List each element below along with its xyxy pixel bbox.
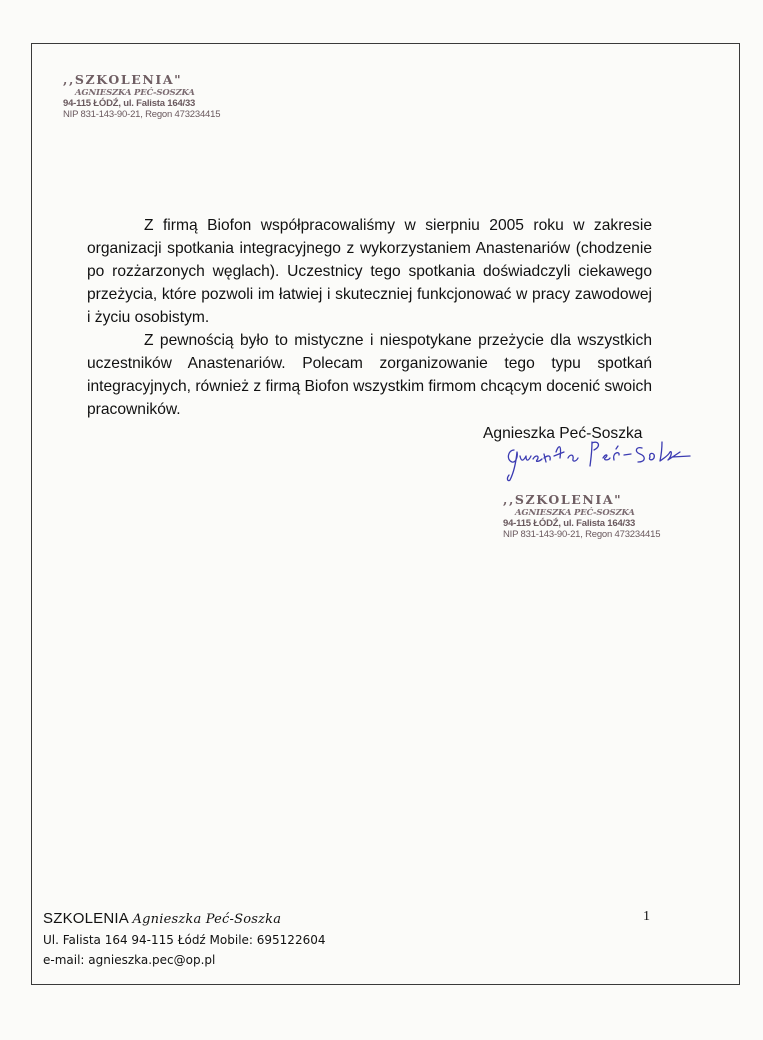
footer-person-name: Agnieszka Peć-Soszka <box>132 912 282 927</box>
page-number: 1 <box>643 909 650 924</box>
company-stamp-bottom <box>503 493 660 540</box>
letterhead-footer <box>43 910 325 967</box>
company-stamp-top <box>63 73 220 120</box>
footer-company-line <box>43 910 325 927</box>
footer-address: Ul. Falista 164 94-115 Łódź Mobile: 695122604 <box>43 933 326 947</box>
stamp-title: ,,SZKOLENIA" <box>503 492 623 507</box>
handwritten-signature <box>500 428 695 483</box>
letter-body <box>87 214 652 421</box>
stamp-tax-ids: NIP 831-143-90-21, Regon 473234415 <box>503 528 661 540</box>
stamp-owner-name: AGNIESZKA PEĆ-SOSZKA <box>75 87 195 98</box>
paragraph-2: Z pewnością było to mistyczne i niespotykane przeżycie dla wszystkich uczestników Anastenariów. Polecam zorganizowanie tego typu spotkań integracyjnych, również z firmą Biofon wszystkim firmom chcącym docenić swoich pracowników. <box>87 332 653 418</box>
stamp-address: 94-115 ŁÓDŹ, ul. Falista 164/33 <box>63 97 196 109</box>
footer-email: e-mail: agnieszka.pec@op.pl <box>43 953 216 967</box>
footer-company-name: SZKOLENIA <box>43 910 129 927</box>
stamp-tax-ids: NIP 831-143-90-21, Regon 473234415 <box>63 108 221 120</box>
stamp-address: 94-115 ŁÓDŹ, ul. Falista 164/33 <box>503 517 636 529</box>
stamp-owner-name: AGNIESZKA PEĆ-SOSZKA <box>515 507 635 518</box>
signer-name: Agnieszka Peć-Soszka <box>483 425 643 442</box>
stamp-title: ,,SZKOLENIA" <box>63 72 183 87</box>
paragraph-1: Z firmą Biofon współpracowaliśmy w sierpniu 2005 roku w zakresie organizacji spotkania integracyjnego z wykorzystaniem Anastenariów (chodzenie po rozżarzonych węglach). Uczestnicy tego spotkania doświadczyli ciekawego przeżycia, które pozwoli im łatwiej i skuteczniej funkcjonować w pracy zawodowej i życiu osobistym. <box>87 217 652 326</box>
